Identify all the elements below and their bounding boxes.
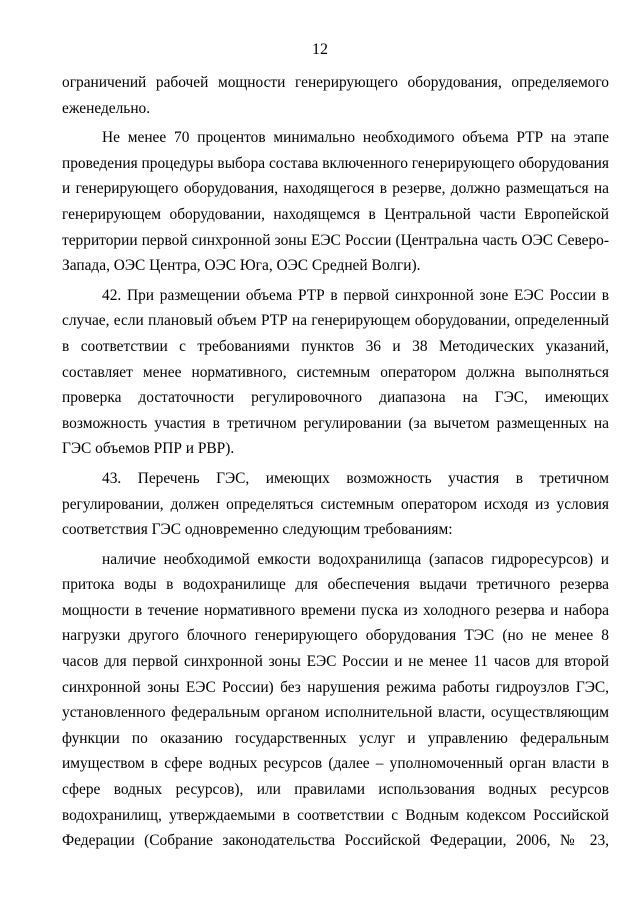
paragraph-item-43: 43. Перечень ГЭС, имеющих возможность участия в третичном регулировании, должен определяться системным оператором исходя из условия соответствия ГЭС одновременно следующим требованиям:: [62, 469, 609, 539]
paragraph-requirement-reservoir: наличие необходимой емкости водохранилища (запасов гидроресурсов) и притока воды в водохранилище для обеспечения выдачи третичного резерва мощности в течение нормативного времени пуска из холодного резерва и набора нагрузки другого блочного генерирующего оборудования ТЭС (но не менее 8 часов для первой синхронной зоны ЕЭС России и не менее 11 часов для второй синхронной зоны ЕЭС России) без нарушения режима работы гидроузлов ГЭС, установленного федеральным органом исполнительной власти, осуществляющим функции по оказанию государственных услуг и управлению федеральным имуществом в сфере водных ресурсов (далее – уполномоченный орган власти в сфере водных ресурсов), или правилами использования водных ресурсов водохранилищ, утверждаемыми в соответствии с Водным кодексом Российской Федерации (Собрание законодательства Российской Федерации, 2006, № 23,: [62, 550, 609, 850]
paragraph-item-42: 42. При размещении объема РТР в первой синхронной зоне ЕЭС России в случае, если плановый объем РТР на генерирующем оборудовании, определенный в соответствии с требованиями пунктов 36 и 38 Методических указаний, составляет менее нормативного, системным оператором должна выполняться проверка достаточности регулировочного диапазона на ГЭС, имеющих возможность участия в третичном регулировании (за вычетом размещенных на ГЭС объемов РПР и РВР).: [62, 286, 609, 458]
page-number: 12: [312, 41, 328, 58]
paragraph-rtr-70-percent: Не менее 70 процентов минимально необходимого объема РТР на этапе проведения процедуры выбора состава включенного генерирующего оборудования и генерирующего оборудования, находящегося в резерве, должно размещаться на генерирующем оборудовании, находящемся в Центральной части Европейской территории первой синхронной зоны ЕЭС России (Центральна часть ОЭС Северо-Запада, ОЭС Центра, ОЭС Юга, ОЭС Средней Волги).: [62, 129, 609, 275]
document-body: [62, 70, 609, 854]
paragraph-continuation: ограничений рабочей мощности генерирующего оборудования, определяемого еженедельно.: [62, 74, 609, 117]
